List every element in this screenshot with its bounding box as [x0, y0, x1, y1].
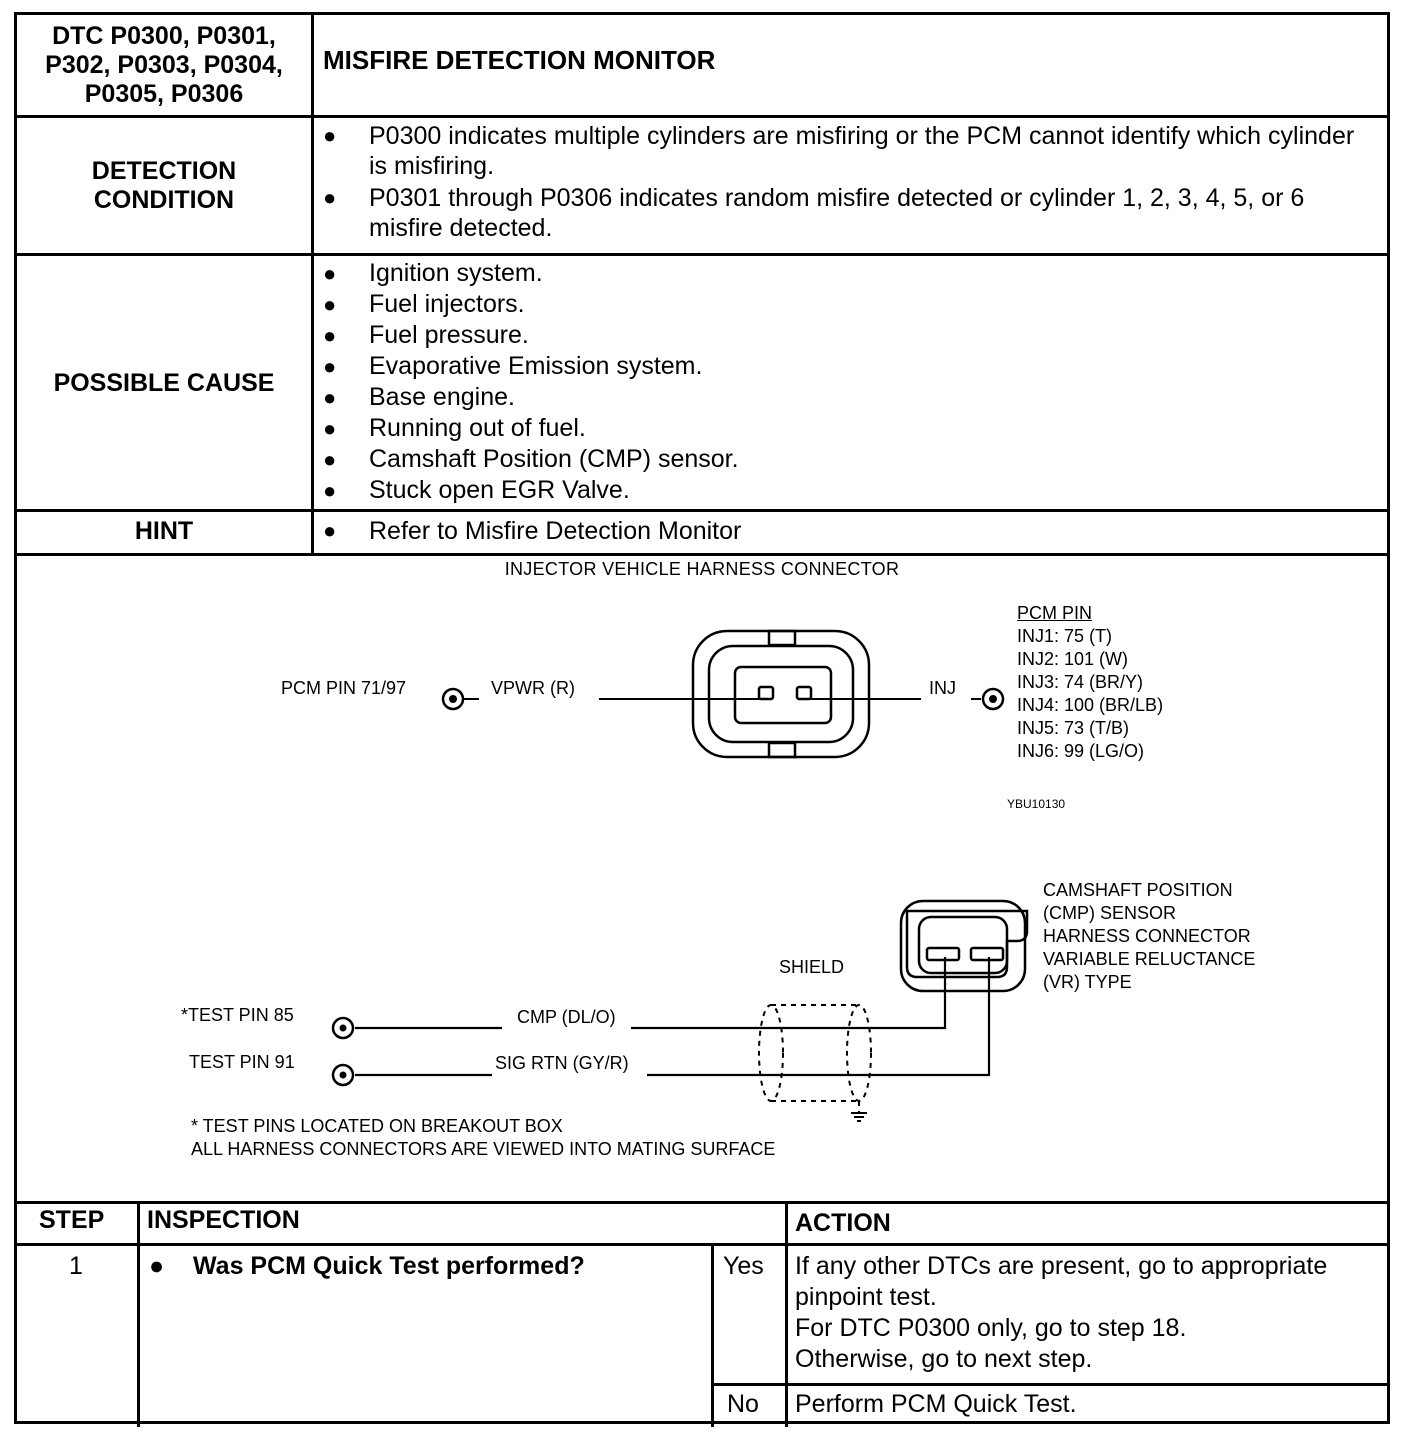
cause-item-text: Ignition system. — [369, 259, 543, 287]
pcm-pin-list — [1017, 602, 1163, 763]
bullet-icon: ● — [323, 447, 337, 472]
bullet-icon: ● — [323, 478, 337, 503]
list-item — [317, 183, 1379, 243]
dtc-document — [14, 12, 1390, 1424]
divider — [17, 253, 1387, 256]
inspection-question: Was PCM Quick Test performed? — [193, 1252, 585, 1280]
bullet-icon: ● — [323, 354, 337, 379]
divider — [17, 553, 1387, 556]
cmp-wire-label: CMP (DL/O) — [517, 1007, 616, 1027]
detection-label-line: DETECTION — [91, 157, 237, 185]
test-pin-85-label: *TEST PIN 85 — [181, 1005, 294, 1025]
shield-icon — [759, 1005, 871, 1113]
vpwr-label: VPWR (R) — [491, 678, 575, 698]
cause-item-text: Camshaft Position (CMP) sensor. — [369, 445, 739, 473]
list-item — [317, 413, 1379, 444]
pcm-pin-item: INJ4: 100 (BR/LB) — [1017, 695, 1164, 715]
action-line: pinpoint test. — [795, 1283, 937, 1311]
action-line: If any other DTCs are present, go to appropriate — [795, 1252, 1328, 1280]
dtc-codes-cell — [17, 17, 311, 113]
detection-label-line: CONDITION — [93, 186, 235, 214]
action-line: Otherwise, go to next step. — [795, 1345, 1093, 1373]
cause-item-text: Fuel pressure. — [369, 321, 529, 349]
bullet-icon: ● — [323, 416, 337, 441]
list-item — [317, 382, 1379, 413]
no-action: Perform PCM Quick Test. — [795, 1390, 1077, 1418]
cmp-label-line: VARIABLE RELUCTANCE — [1043, 949, 1256, 969]
detection-item-text: P0301 through P0306 indicates random misfire detected or cylinder 1, 2, 3, 4, 5, or 6 misfire detected. — [369, 184, 1305, 242]
pcm-pin-header: PCM PIN — [1017, 603, 1093, 623]
test-pin-91-label: TEST PIN 91 — [189, 1052, 295, 1072]
dtc-codes-line: DTC P0300, P0301, — [52, 21, 276, 50]
list-item — [317, 320, 1379, 351]
column-divider — [711, 1243, 714, 1427]
pcm-pin-item: INJ2: 101 (W) — [1017, 649, 1129, 669]
pcm-pin-item: INJ3: 74 (BR/Y) — [1017, 672, 1144, 692]
action-header: ACTION — [795, 1209, 891, 1237]
step-number: 1 — [69, 1252, 83, 1280]
ground-icon — [851, 1113, 867, 1121]
action-line: For DTC P0300 only, go to step 18. — [795, 1314, 1187, 1342]
possible-cause-label: POSSIBLE CAUSE — [53, 368, 275, 397]
bullet-icon: ● — [323, 123, 337, 148]
note-line: ALL HARNESS CONNECTORS ARE VIEWED INTO MATING SURFACE — [191, 1139, 776, 1159]
hint-label: HINT — [134, 516, 194, 545]
cause-item-text: Base engine. — [369, 383, 515, 411]
page-title: MISFIRE DETECTION MONITOR — [323, 45, 716, 75]
cause-item-text: Evaporative Emission system. — [369, 352, 703, 380]
sig-rtn-wire-label: SIG RTN (GY/R) — [495, 1053, 629, 1073]
hint-list — [317, 516, 1379, 546]
column-divider — [311, 15, 314, 553]
cmp-label-line: CAMSHAFT POSITION — [1043, 880, 1233, 900]
figure-code: YBU10130 — [1007, 797, 1066, 811]
yes-label: Yes — [723, 1252, 764, 1280]
dtc-codes-line: P302, P0303, P0304, — [45, 50, 283, 79]
pcm-pin-item: INJ6: 99 (LG/O) — [1017, 741, 1145, 761]
cause-item-text: Fuel injectors. — [369, 290, 525, 318]
divider — [17, 115, 1387, 118]
list-item — [317, 516, 1379, 546]
bullet-icon: ● — [323, 385, 337, 410]
bullet-icon: ● — [323, 518, 337, 543]
cmp-label-line: (VR) TYPE — [1043, 972, 1132, 992]
bullet-icon: ● — [149, 1252, 165, 1280]
injector-connector-icon — [693, 631, 869, 757]
divider — [17, 1201, 1387, 1204]
pcm-pin-left-label: PCM PIN 71/97 — [281, 678, 407, 698]
pcm-pin-item: INJ5: 73 (T/B) — [1017, 718, 1130, 738]
bullet-icon: ● — [323, 261, 337, 286]
hint-item-text: Refer to Misfire Detection Monitor — [369, 517, 742, 545]
bullet-icon: ● — [323, 323, 337, 348]
list-item — [317, 444, 1379, 475]
bullet-icon: ● — [323, 185, 337, 210]
inspection-header: INSPECTION — [147, 1206, 300, 1234]
cmp-wires — [355, 957, 989, 1075]
list-item — [317, 289, 1379, 320]
column-divider — [785, 1201, 788, 1427]
cmp-connector-label — [1043, 879, 1255, 994]
yes-action — [795, 1251, 1327, 1375]
cause-item-text: Stuck open EGR Valve. — [369, 476, 630, 504]
note-line: * TEST PINS LOCATED ON BREAKOUT BOX — [191, 1116, 563, 1136]
cmp-label-line: HARNESS CONNECTOR — [1043, 926, 1251, 946]
shield-label: SHIELD — [779, 957, 845, 977]
list-item — [317, 121, 1379, 181]
cause-item-text: Running out of fuel. — [369, 414, 586, 442]
dtc-codes-line: P0305, P0306 — [84, 79, 244, 108]
detection-condition-label — [17, 119, 311, 253]
bullet-icon: ● — [323, 292, 337, 317]
detection-item-text: P0300 indicates multiple cylinders are misfiring or the PCM cannot identify which cylinder is misfiring. — [369, 122, 1355, 180]
diagram-notes — [191, 1115, 775, 1161]
possible-cause-list — [317, 258, 1379, 506]
list-item — [317, 475, 1379, 506]
cmp-connector-icon — [901, 901, 1027, 991]
pcm-pin-item: INJ1: 75 (T) — [1017, 626, 1113, 646]
step-header: STEP — [39, 1206, 105, 1234]
cmp-label-line: (CMP) SENSOR — [1043, 903, 1177, 923]
no-label: No — [727, 1390, 759, 1418]
injector-diagram-title: INJECTOR VEHICLE HARNESS CONNECTOR — [504, 559, 900, 579]
list-item — [317, 351, 1379, 382]
list-item — [317, 258, 1379, 289]
column-divider — [137, 1201, 140, 1427]
divider — [711, 1383, 1387, 1386]
inj-label: INJ — [929, 678, 956, 698]
divider — [17, 1243, 1387, 1246]
detection-condition-list — [317, 121, 1379, 243]
